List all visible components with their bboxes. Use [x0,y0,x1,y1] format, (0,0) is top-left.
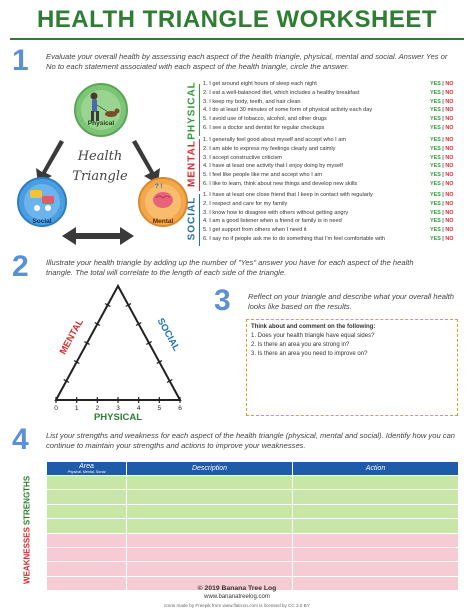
list-item: 5. I get support from others when I need it [203,227,307,234]
table-cell[interactable] [127,547,293,561]
weaknesses-label-wrap [10,529,44,583]
yes-option[interactable]: YES [430,235,441,242]
plot-mental-label: MENTAL [57,317,87,357]
tick-label: 2 [95,405,100,412]
social-section-rule [199,194,200,246]
answer-separator: | [442,98,444,105]
plot-physical-label: PHYSICAL [93,412,143,423]
mental-graphic-label: Mental [152,218,174,225]
table-cell[interactable] [47,504,127,518]
step-1-instructions: Evaluate your overall health by assessing each aspect of the health triangle, physical, mental and social. Answer Yes or No to each statement associated with each aspect of the health triangle, circle the answer. [46,52,448,71]
list-item: 4. I am a good listener when a friend or family is in need [203,218,342,225]
column-action: Action [293,462,459,476]
list-item: 4. I do at least 30 minutes of some form of physical activity each day [203,107,373,114]
yes-option[interactable]: YES [430,116,441,123]
answer-separator: | [442,172,444,179]
column-area [47,462,127,476]
no-option[interactable]: NO [445,200,454,207]
no-option[interactable]: NO [445,107,454,114]
title-divider [10,38,464,40]
list-item: 2. I respect and care for my family [203,200,288,207]
no-option[interactable]: NO [445,124,454,131]
step-1-number: 1 [12,44,29,77]
list-item: 1. I get around eight hours of sleep each night [203,81,317,87]
no-option[interactable]: NO [445,180,454,187]
footer-copyright: © 2019 Banana Tree Log [197,585,277,592]
tick-label: 4 [136,405,141,412]
list-item: 6. I see a doctor and dentist for regular checkups [203,124,325,131]
no-option[interactable]: NO [445,218,454,225]
list-item: 6. I like to learn, think about new things and develop new skills [203,180,358,187]
list-item: 4. I have at least one activity that I enjoy doing by myself [203,163,343,170]
yes-no-answer[interactable] [430,180,464,189]
list-item: 3. I accept constructive criticism [203,154,282,161]
footer-credit: Icons made by Freepik from www.flaticon.com is licensed by CC 3.0 BY [164,603,310,608]
list-item: 5. I feel like people like me and accept who I am [203,172,323,179]
step-3-number: 3 [214,284,231,317]
yes-no-answer[interactable] [430,191,464,200]
table-cell[interactable] [47,533,127,547]
yes-no-answer[interactable] [430,124,464,133]
tick-label: 5 [157,405,162,412]
list-item: 2. I am able to express my feelings clearly and calmly [203,145,336,152]
answer-separator: | [442,81,444,87]
table-cell[interactable] [293,476,459,490]
no-option[interactable]: NO [445,81,454,87]
no-option[interactable]: NO [445,163,454,170]
table-cell[interactable] [293,490,459,504]
weakness-row [47,533,459,547]
table-cell[interactable] [127,476,293,490]
yes-option[interactable]: YES [430,209,441,216]
mental-section-label: MENTAL [186,140,198,187]
yes-option[interactable]: YES [430,137,441,143]
reflection-box[interactable] [246,319,458,416]
answer-separator: | [442,107,444,114]
answer-separator: | [442,137,444,143]
list-item: 1. I have at least one close friend that I keep in contact with regularly [203,192,373,198]
yes-no-answer[interactable] [430,106,464,115]
yes-no-answer[interactable] [430,136,464,145]
reflection-question: 3. Is there an area you need to improve on? [251,351,368,357]
physical-graphic-label: Physical [87,120,115,127]
answer-separator: | [442,209,444,216]
mental-section-rule [199,139,200,191]
step-3-instructions: Reflect on your triangle and describe what your overall health looks like based on the results. [248,292,454,311]
yes-no-answer[interactable] [430,154,464,163]
table-cell[interactable] [293,547,459,561]
answer-separator: | [442,116,444,123]
yes-no-answer[interactable] [430,162,464,171]
reflection-heading: Think about and comment on the following: [251,324,376,330]
answer-separator: | [442,192,444,198]
tick-label: 0 [54,405,58,412]
no-option[interactable]: NO [445,98,454,105]
no-option[interactable]: NO [445,145,454,152]
step-4-number: 4 [12,423,29,456]
step-2-instructions: Illustrate your health triangle by adding up the number of "Yes" answer you have for each aspect of the health triangle. The total will correlate to the length of each side of the triangle. [46,258,414,277]
yes-no-answer[interactable] [430,217,464,226]
no-option[interactable]: NO [445,227,454,234]
yes-no-answer[interactable] [430,98,464,107]
plot-triangle [28,278,208,430]
answer-separator: | [442,227,444,234]
table-cell[interactable] [47,547,127,561]
column-description: Description [127,462,293,476]
no-option[interactable]: NO [445,192,454,198]
table-cell[interactable] [47,476,127,490]
yes-option[interactable]: YES [430,192,441,198]
yes-no-answer[interactable] [430,171,464,180]
center-text-health: Health [77,149,123,164]
answer-separator: | [442,163,444,170]
tick-label: 6 [178,405,182,412]
yes-no-answer[interactable] [430,145,464,154]
list-item: 6. I say no if people ask me to do something that I'm feel comfortable with [203,235,386,242]
yes-option[interactable]: YES [430,200,441,207]
table-cell[interactable] [293,562,459,576]
weakness-row [47,562,459,576]
yes-no-answer[interactable] [430,115,464,124]
list-item: 1. I generally feel good about myself and accept who I am [203,137,347,143]
tick-label: 3 [116,405,120,412]
strength-row [47,504,459,518]
answer-separator: | [442,124,444,131]
no-option[interactable]: NO [445,137,454,143]
reflection-question: 2. Is there an area you are strong in? [251,342,350,348]
table-cell[interactable] [127,562,293,576]
center-text-triangle: Triangle [72,169,128,184]
answer-separator: | [442,89,444,96]
strength-row [47,476,459,490]
column-area-sublabel: Physical, Mental, Social [67,470,106,474]
no-option[interactable]: NO [445,172,454,179]
tick-label: 1 [74,405,79,412]
health-triangle-graphic [8,80,193,245]
yes-option[interactable]: YES [430,81,441,87]
table-cell[interactable] [293,533,459,547]
yes-no-answer[interactable] [430,226,464,235]
list-item: 2. I eat a well-balanced diet, which includes a healthy breakfast [203,89,360,96]
strengths-weaknesses-table [46,461,458,591]
yes-no-answer[interactable] [430,200,464,209]
list-item: 3. I keep my body, teeth, and hair clean [203,98,301,105]
mental-statement-list [203,136,425,189]
yes-option[interactable]: YES [430,172,441,179]
yes-option[interactable]: YES [430,180,441,187]
list-item: 5. I avoid use of tobacco, alcohol, and other drugs [203,116,327,123]
yes-option[interactable]: YES [430,227,441,234]
yes-option[interactable]: YES [430,163,441,170]
answer-separator: | [442,154,444,161]
no-option[interactable]: NO [445,116,454,123]
yes-option[interactable]: YES [430,154,441,161]
strengths-label-wrap [10,474,44,528]
step-4-instructions: List your strengths and weakness for each aspect of the health triangle (physical, mental and social). Identify how you can continue to maintain your strengths and actions to improve your weaknesses. [46,431,456,450]
yes-option[interactable]: YES [430,218,441,225]
table-cell[interactable] [47,562,127,576]
table-cell[interactable] [127,533,293,547]
yes-no-answer[interactable] [430,80,464,89]
reflection-question: 1. Does your health triangle have equal sides? [251,333,375,339]
answer-separator: | [442,180,444,187]
answer-separator: | [442,235,444,242]
no-option[interactable]: NO [445,209,454,216]
table-cell[interactable] [127,504,293,518]
no-option[interactable]: NO [445,235,454,242]
social-answer-list [430,191,464,244]
yes-no-answer[interactable] [430,209,464,218]
social-section-label: SOCIAL [186,196,198,241]
weakness-row [47,547,459,561]
yes-no-answer[interactable] [430,89,464,98]
yes-option[interactable]: YES [430,107,441,114]
footer-url[interactable]: www.bananatreelog.com [204,594,270,600]
table-cell[interactable] [47,490,127,504]
answer-separator: | [442,218,444,225]
no-option[interactable]: NO [445,154,454,161]
social-graphic-label: Social [32,218,52,225]
table-cell[interactable] [127,519,293,533]
step-2-number: 2 [12,250,29,283]
physical-section-label: PHYSICAL [186,81,198,140]
arrow-bottom-icon [62,227,134,245]
table-cell[interactable] [127,490,293,504]
yes-option[interactable]: YES [430,89,441,96]
svg-text:? !: ? ! [155,184,163,190]
yes-option[interactable]: YES [430,98,441,105]
weaknesses-label: WEAKNESSES [22,527,32,584]
table-cell[interactable] [293,504,459,518]
physical-answer-list [430,80,464,133]
social-statement-list [203,191,425,244]
yes-option[interactable]: YES [430,124,441,131]
table-cell[interactable] [47,519,127,533]
strength-row [47,519,459,533]
answer-separator: | [442,145,444,152]
mental-answer-list [430,136,464,189]
physical-section-rule [199,84,200,136]
strengths-label: STRENGTHS [22,475,32,526]
column-area-label: Area [79,463,94,470]
arrow-right-icon [132,140,160,184]
strength-row [47,490,459,504]
page-title: HEALTH TRIANGLE WORKSHEET [36,6,438,33]
yes-option[interactable]: YES [430,145,441,152]
table-cell[interactable] [293,519,459,533]
yes-no-answer[interactable] [430,235,464,244]
physical-statement-list [203,80,425,133]
no-option[interactable]: NO [445,89,454,96]
list-item: 3. I know how to disagree with others without getting angry [203,209,349,216]
plot-social-label: SOCIAL [154,316,182,354]
answer-separator: | [442,200,444,207]
